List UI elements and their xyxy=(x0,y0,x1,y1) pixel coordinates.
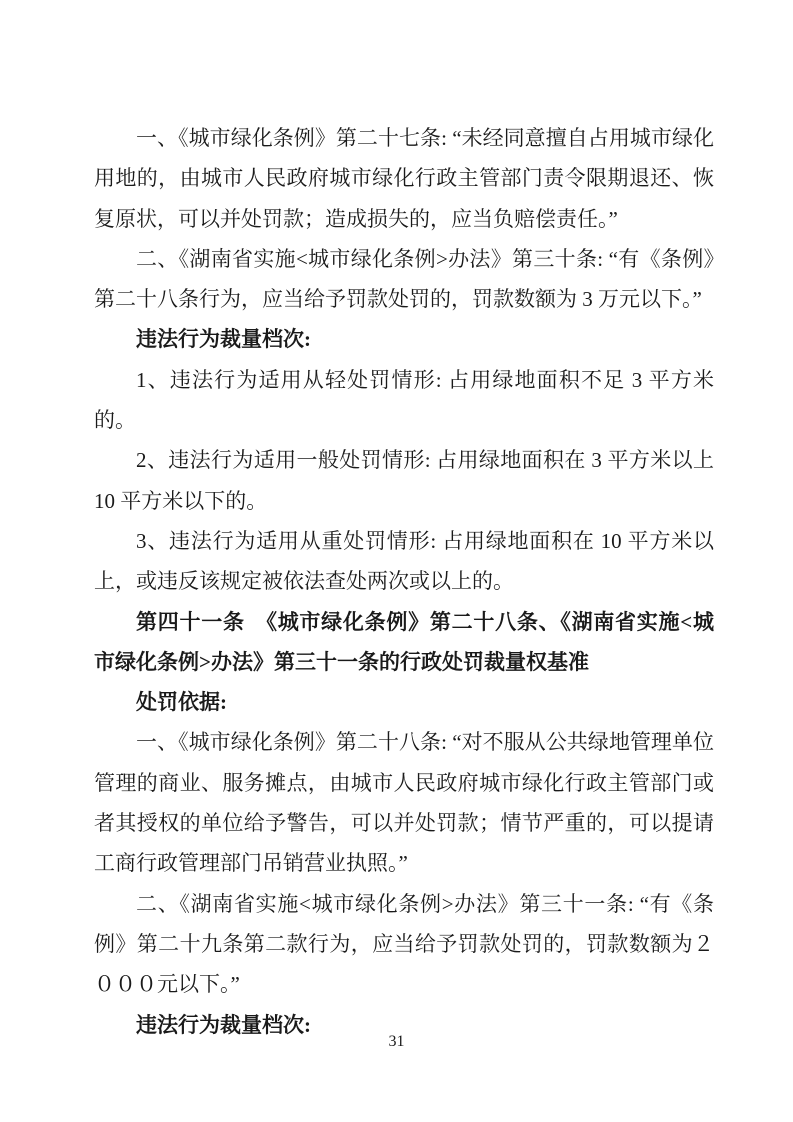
heading-discretion-levels-1: 违法行为裁量档次: xyxy=(136,327,311,352)
heading-article-41: 第四十一条 《城市绿化条例》第二十八条、《湖南省实施<城市绿化条例>办法》第三十一条的行政处罚裁量权基准 xyxy=(94,609,714,674)
page-number: 31 xyxy=(388,1033,405,1050)
paragraph-basis-ordinance-27: 一、《城市绿化条例》第二十七条: “未经同意擅自占用城市绿化用地的，由城市人民政府城市绿化行政主管部门责令限期退还、恢复原状，可以并处罚款；造成损失的，应当负赔偿责任。” xyxy=(94,126,714,231)
paragraph-basis-hunan-measures-31: 二、《湖南省实施<城市绿化条例>办法》第三十一条: “有《条例》第二十九条第二款行为，应当给予罚款处罚的，罚款数额为２０００元以下。” xyxy=(94,891,714,997)
heading-penalty-basis: 处罚依据: xyxy=(136,690,227,715)
heading-discretion-levels-2: 违法行为裁量档次: xyxy=(136,1012,311,1037)
document-body xyxy=(94,118,714,1045)
paragraph-level-3-severe: 3、违法行为适用从重处罚情形: 占用绿地面积在 10 平方米以上，或违反该规定被依法查处两次或以上的。 xyxy=(94,528,714,594)
paragraph-level-1-lenient: 1、违法行为适用从轻处罚情形: 占用绿地面积不足 3 平方米的。 xyxy=(94,367,714,433)
paragraph-basis-ordinance-28: 一、《城市绿化条例》第二十八条: “对不服从公共绿地管理单位管理的商业、服务摊点，由城市人民政府城市绿化行政主管部门或者其授权的单位给予警告，可以并处罚款；情节严重的，可以提请工商行政管理部门吊销营业执照。” xyxy=(94,730,714,876)
paragraph-basis-hunan-measures-30: 二、《湖南省实施<城市绿化条例>办法》第三十条: “有《条例》第二十八条行为，应当给予罚款处罚的，罚款数额为 3 万元以下。” xyxy=(94,246,714,312)
paragraph-level-2-general: 2、违法行为适用一般处罚情形: 占用绿地面积在 3 平方米以上 10 平方米以下的。 xyxy=(94,448,714,513)
